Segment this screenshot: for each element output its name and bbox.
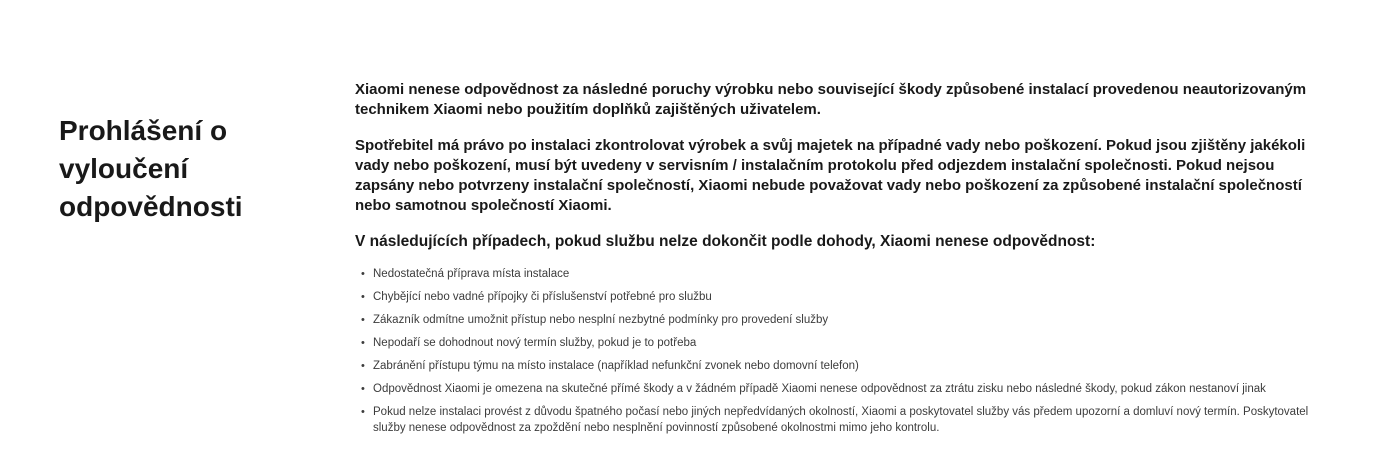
list-item-text: Nedostatečná příprava místa instalace <box>373 268 570 280</box>
paragraph-liability: Xiaomi nenese odpovědnost za následné poruchy výrobku nebo související škody způsobené instalací provedenou neautorizovaným technikem Xiaomi nebo použitím doplňků zajištěných uživatelem. <box>355 81 1307 118</box>
list-item-text: Zákazník odmítne umožnit přístup nebo nesplní nezbytné podmínky pro provedení služby <box>373 314 829 326</box>
bullet-icon: • <box>361 406 365 418</box>
list-item-text: Odpovědnost Xiaomi je omezena na skutečné přímé škody a v žádném případě Xiaomi nenese odpovědnost za ztrátu zisku nebo následné škody, pokud zákon nestanoví jinak <box>373 383 1266 395</box>
bullet-icon: • <box>361 337 365 349</box>
list-item <box>355 335 1335 351</box>
bullet-icon: • <box>361 268 365 280</box>
paragraph-inspection-rights: Spotřebitel má právo po instalaci zkontrolovat výrobek a svůj majetek na případné vady nebo poškození. Pokud jsou zjištěny jakékoli vady nebo poškození, musí být uvedeny v servisním / instalačním protokolu před odjezdem instalační společnosti. Pokud nejsou zapsány nebo potvrzeny instalační společností, Xiaomi nebude považovat vady nebo poškození za způsobené instalační společností nebo samotnou společností Xiaomi. <box>355 137 1306 214</box>
list-item-text: Chybějící nebo vadné přípojky či příslušenství potřebné pro službu <box>373 291 712 303</box>
paragraph-cases-intro: V následujících případech, pokud službu nelze dokončit podle dohody, Xiaomi nenese odpovědnost: <box>355 233 1096 250</box>
list-item <box>355 312 1335 328</box>
bullet-icon: • <box>361 360 365 372</box>
section-heading: Prohlášení o vyloučení odpovědnosti <box>59 115 243 222</box>
disclaimer-content <box>355 80 1335 443</box>
list-item <box>355 266 1335 282</box>
bullet-icon: • <box>361 291 365 303</box>
list-item <box>355 289 1335 305</box>
bullet-icon: • <box>361 314 365 326</box>
list-item <box>355 381 1335 397</box>
list-item-text: Pokud nelze instalaci provést z důvodu špatného počasí nebo jiných nepředvídaných okolností, Xiaomi a poskytovatel služby vás předem upozorní a domluví nový termín. Poskytovatel služby nenese odpovědnost za zpoždění nebo nesplnění povinností způsobené okolnostmi mimo jeho kontrolu. <box>373 406 1309 434</box>
exclusions-list <box>355 266 1335 436</box>
bullet-icon: • <box>361 383 365 395</box>
list-item <box>355 358 1335 374</box>
list-item <box>355 404 1335 436</box>
list-item-text: Nepodaří se dohodnout nový termín služby, pokud je to potřeba <box>373 337 697 349</box>
list-item-text: Zabránění přístupu týmu na místo instalace (například nefunkční zvonek nebo domovní telefon) <box>373 360 859 372</box>
